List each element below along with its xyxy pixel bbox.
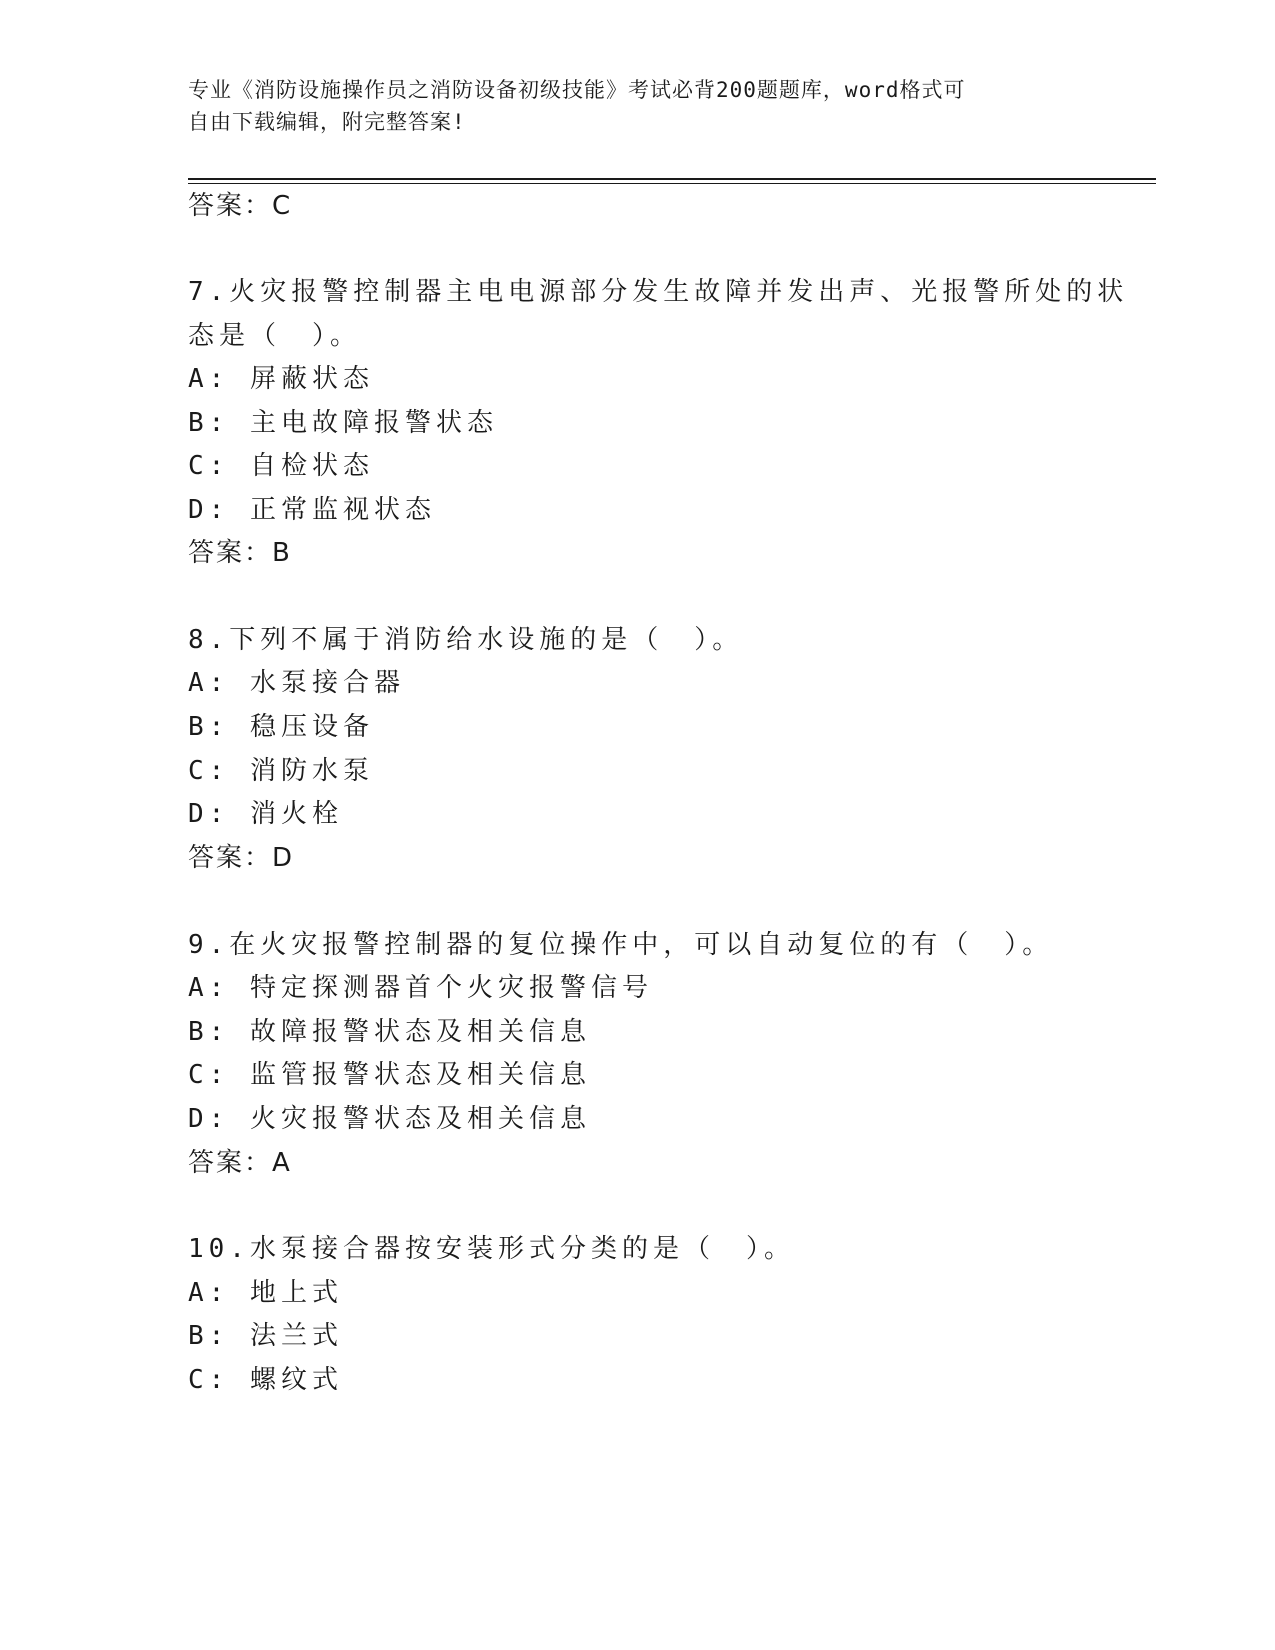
question-8-option-a: A: 水泵接合器 <box>188 668 405 698</box>
document-header <box>188 74 1088 138</box>
question-7-text-line-1: 7.火灾报警控制器主电电源部分发生故障并发出声、光报警所处的状 <box>188 277 1129 307</box>
question-9-text: 9.在火灾报警控制器的复位操作中，可以自动复位的有（ ）。 <box>188 930 1054 960</box>
question-10-option-b: B: 法兰式 <box>188 1321 343 1351</box>
header-line-1: 专业《消防设施操作员之消防设备初级技能》考试必背200题题库，word格式可 <box>188 78 966 102</box>
question-9-option-d: D: 火灾报警状态及相关信息 <box>188 1104 591 1134</box>
answer-q8: 答案：D <box>188 843 295 873</box>
question-10-option-a: A: 地上式 <box>188 1278 343 1308</box>
question-7-option-c: C: 自检状态 <box>188 451 374 481</box>
question-7-option-b: B: 主电故障报警状态 <box>188 408 498 438</box>
question-8-text: 8.下列不属于消防给水设施的是（ ）。 <box>188 625 744 655</box>
answer-q6: 答案：C <box>188 191 293 221</box>
question-7-option-d: D: 正常监视状态 <box>188 495 436 525</box>
question-9-option-c: C: 监管报警状态及相关信息 <box>188 1060 591 1090</box>
question-8-option-b: B: 稳压设备 <box>188 712 374 742</box>
answer-q9: 答案：A <box>188 1148 292 1178</box>
question-8-option-c: C: 消防水泵 <box>188 756 374 786</box>
header-divider-thick <box>188 178 1156 180</box>
header-line-2: 自由下载编辑，附完整答案! <box>188 110 466 134</box>
question-10-text: 10.水泵接合器按安装形式分类的是（ ）。 <box>188 1234 795 1264</box>
question-7-option-a: A: 屏蔽状态 <box>188 364 374 394</box>
question-9-option-b: B: 故障报警状态及相关信息 <box>188 1017 591 1047</box>
question-10-option-c: C: 螺纹式 <box>188 1365 343 1395</box>
header-divider-thin <box>188 183 1156 184</box>
question-9-option-a: A: 特定探测器首个火灾报警信号 <box>188 973 653 1003</box>
answer-q7: 答案：B <box>188 538 292 568</box>
question-7-text-line-2: 态是（ ）。 <box>188 321 362 351</box>
question-8-option-d: D: 消火栓 <box>188 799 343 829</box>
